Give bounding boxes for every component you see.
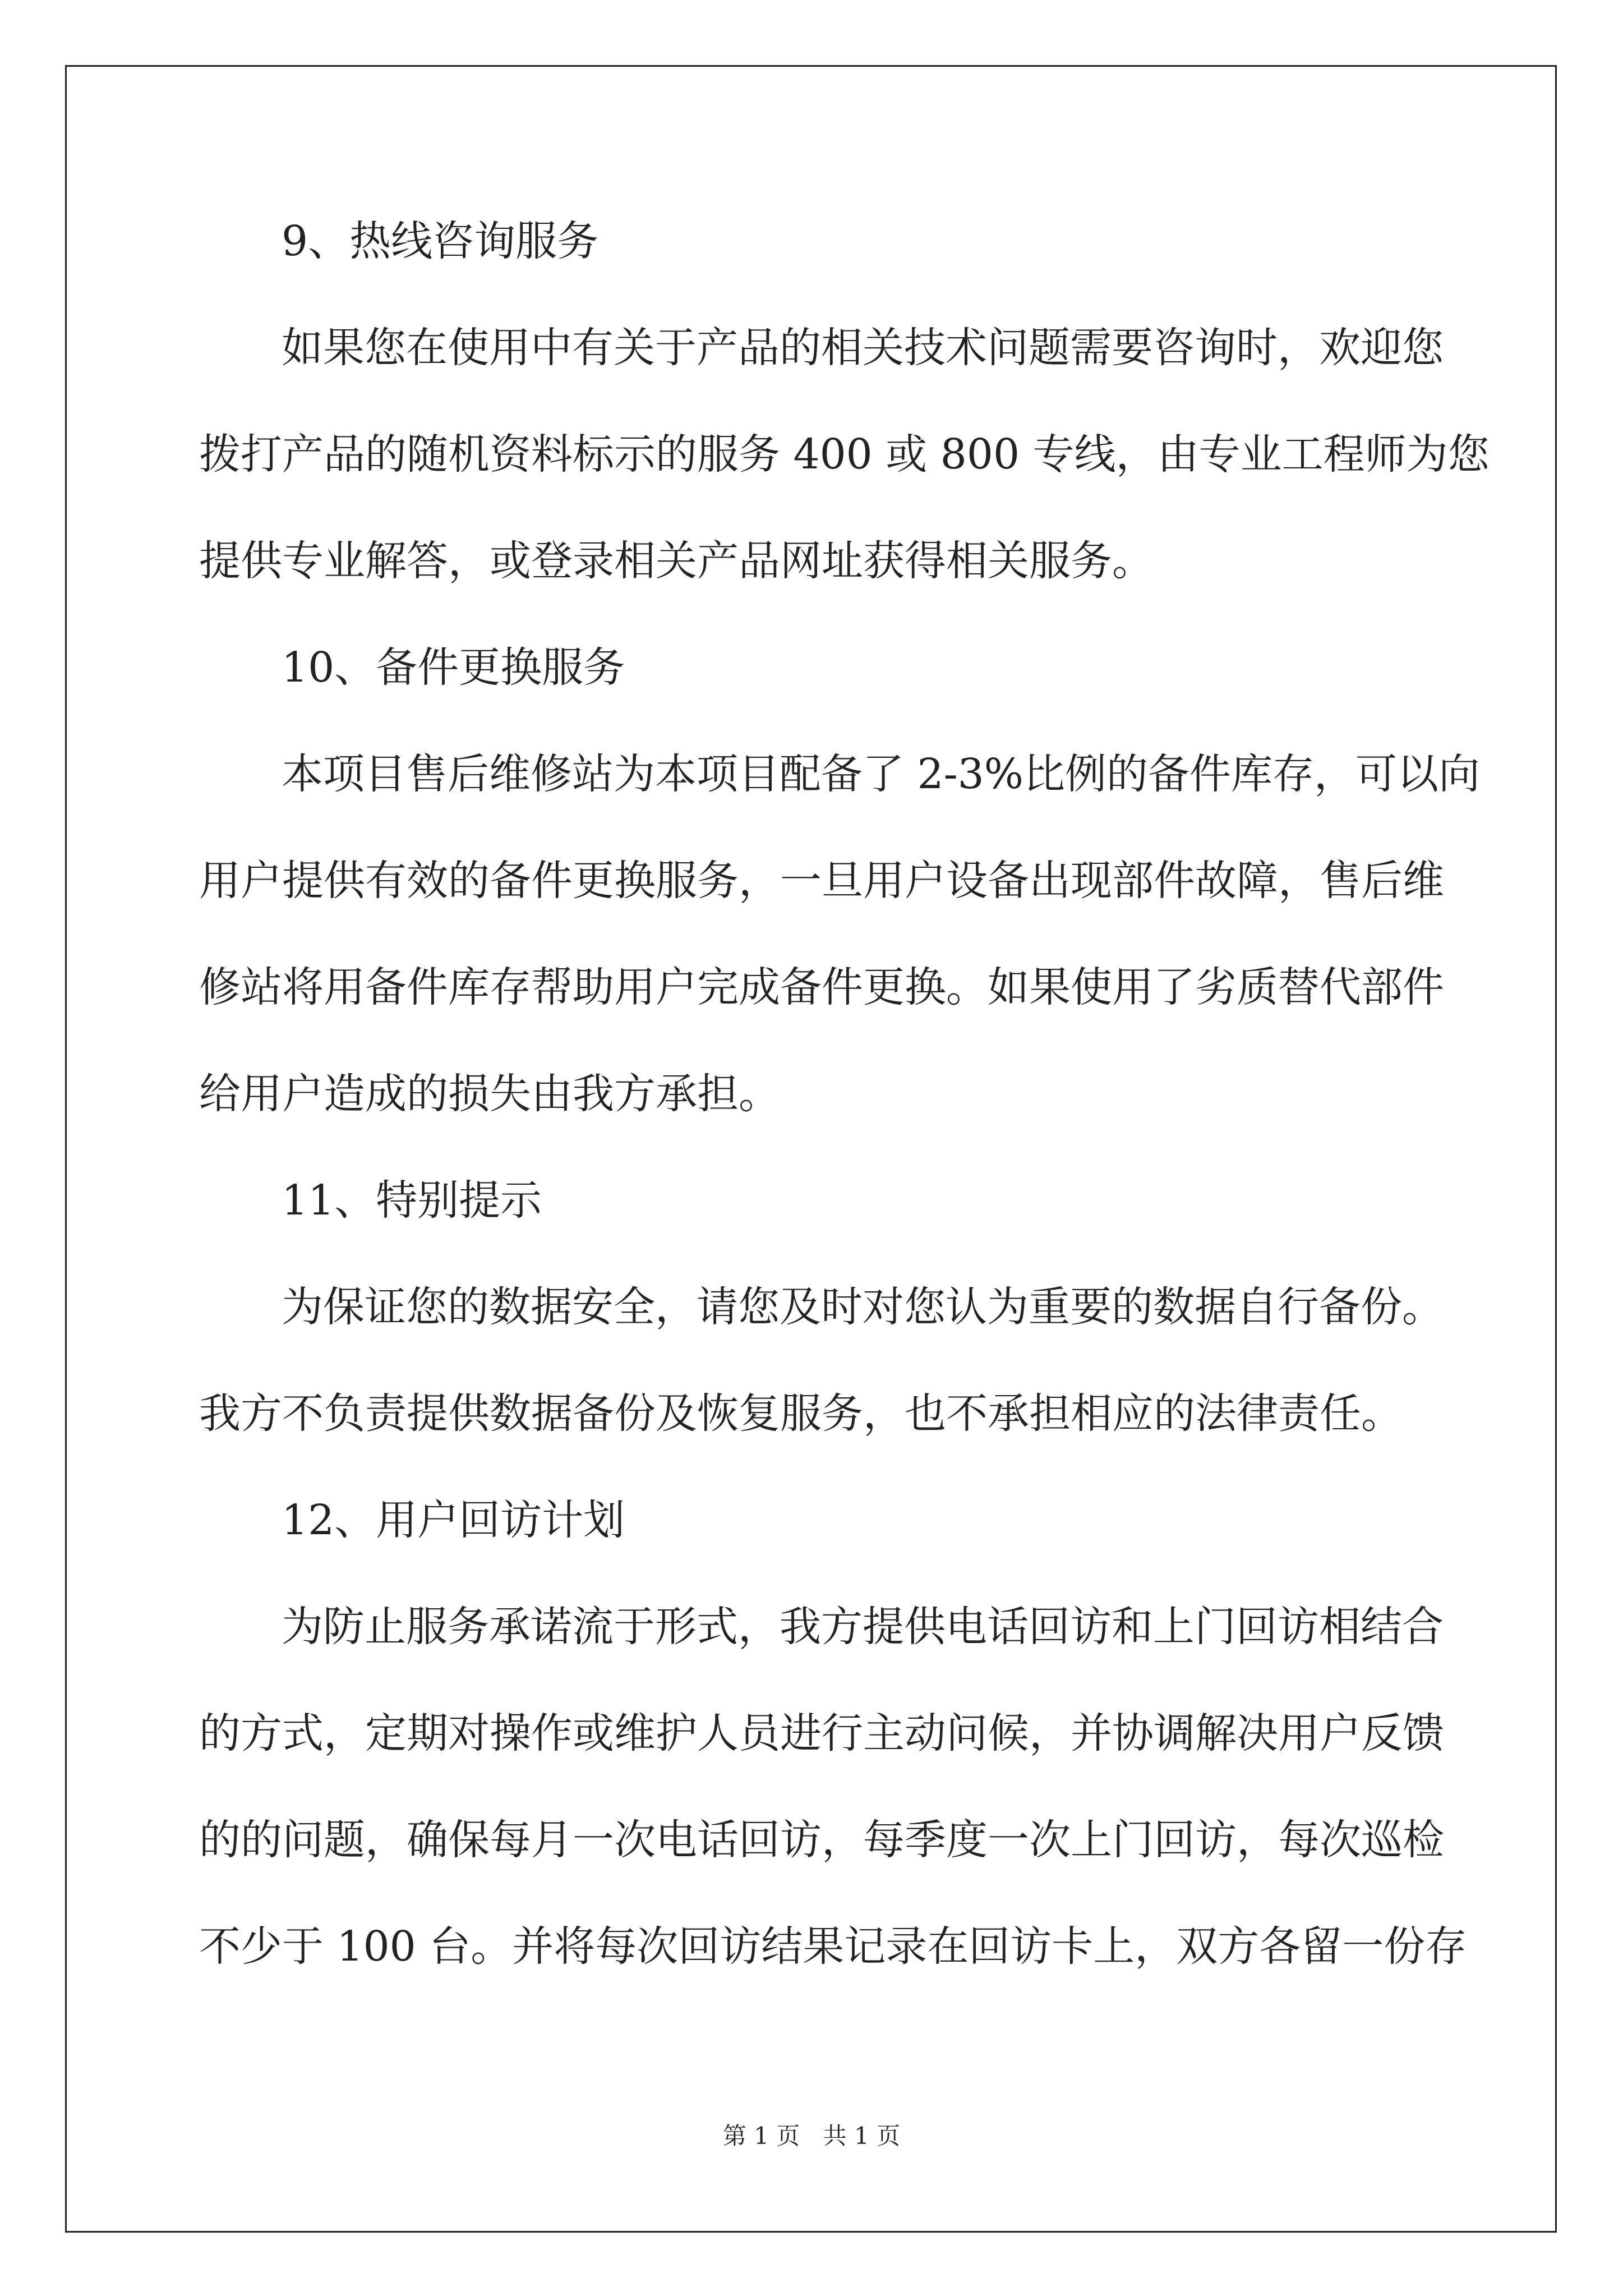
paragraph-line: 本项目售后维修站为本项目配备了 2-3%比例的备件库存，可以向 — [282, 750, 1480, 798]
paragraph-line: 提供专业解答，或登录相关产品网址获得相关服务。 — [199, 537, 1154, 585]
paragraph-line: 为保证您的数据安全，请您及时对您认为重要的数据自行备份。 — [282, 1283, 1444, 1331]
paragraph-line: 为防止服务承诺流于形式，我方提供电话回访和上门回访相结合 — [282, 1603, 1444, 1651]
paragraph-line: 修站将用备件库存帮助用户完成备件更换。如果使用了劣质替代部件 — [199, 963, 1444, 1011]
paragraph-line: 我方不负责提供数据备份及恢复服务，也不承担相应的法律责任。 — [199, 1389, 1403, 1438]
page-number: 第 1 页 — [722, 2122, 800, 2150]
page-total: 共 1 页 — [823, 2122, 901, 2150]
heading-user-visit-plan: 12、用户回访计划 — [282, 1496, 625, 1544]
heading-hotline-service: 9、热线咨询服务 — [282, 217, 599, 265]
heading-special-notice: 11、特别提示 — [282, 1176, 542, 1225]
paragraph-line: 如果您在使用中有关于产品的相关技术问题需要咨询时，欢迎您 — [282, 324, 1444, 372]
paragraph-line: 拨打产品的随机资料标示的服务 400 或 800 专线，由专业工程师为您 — [199, 430, 1490, 478]
paragraph-line: 的的问题，确保每月一次电话回访，每季度一次上门回访，每次巡检 — [199, 1816, 1444, 1864]
paragraph-line: 的方式，定期对操作或维护人员进行主动问候，并协调解决用户反馈 — [199, 1709, 1444, 1757]
heading-spare-parts-service: 10、备件更换服务 — [282, 643, 625, 692]
page-footer — [0, 2118, 1623, 2151]
paragraph-line: 用户提供有效的备件更换服务，一旦用户设备出现部件故障，售后维 — [199, 857, 1444, 905]
page-border — [65, 65, 1557, 2233]
paragraph-line: 给用户造成的损失由我方承担。 — [199, 1070, 780, 1118]
paragraph-line: 不少于 100 台。并将每次回访结果记录在回访卡上，双方各留一份存 — [199, 1922, 1467, 1971]
